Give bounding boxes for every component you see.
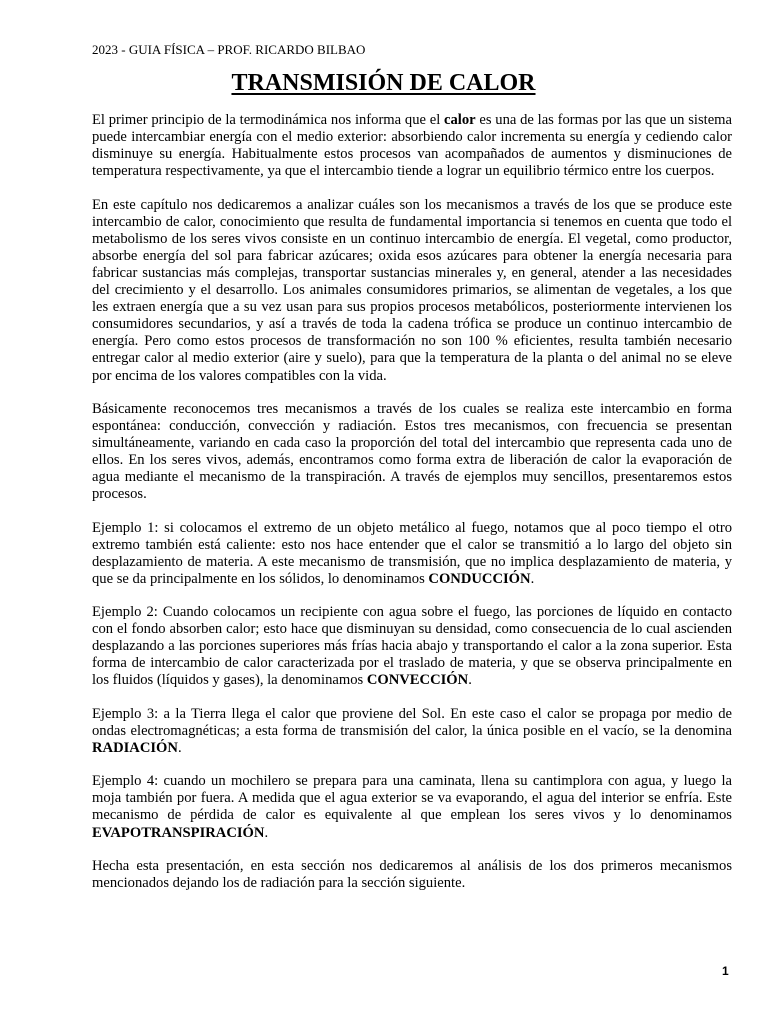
- title-text: TRANSMISIÓN DE CALOR: [231, 70, 536, 96]
- paragraph-text: Ejemplo 1: si colocamos el extremo de un objeto metálico al fuego, notamos que al poco tiempo el otro extremo también está caliente: esto nos hace entender que el calor se transmitió a lo largo del objeto sin desplazamiento de materia. A este mecanismo de transmisión, que no implica desplazamiento de materia, y que se da principalmente en los sólidos, lo denominamos: [92, 519, 732, 587]
- paragraph-metabolism: En este capítulo nos dedicaremos a analizar cuáles son los mecanismos a través de los que se produce este intercambio de calor, conocimiento que resulta de fundamental importancia si tenemos en cuenta que todo el metabolismo de los seres vivos consiste en un continuo intercambio de energía. El vegetal, como productor, absorbe energía del sol para fabricar azúcares; oxida esos azúcares para obtener la energía necesaria para fabricar sustancias más complejas, transportar sustancias minerales y, en general, atender a las necesidades del crecimiento y el desarrollo. Los animales consumidores primarios, se alimentan de vegetales, a los que les extraen energía que a su vez usan para sus propios procesos metabólicos, posteriormente intervienen los consumidores secundarios, y así a través de toda la cadena trófica se produce un continuo intercambio de energía. Pero como estos procesos de transformación no son 100 % eficientes, resulta también necesario entregar calor al medio exterior (aire y suelo), para que la temperatura de la planta o del animal no se eleve por encima de los valores compatibles con la vida.: [92, 196, 732, 384]
- page-number: 1: [722, 964, 729, 978]
- paragraph-example-3: [92, 706, 732, 757]
- paragraph-intro: [92, 112, 732, 180]
- running-header: 2023 - GUIA FÍSICA – PROF. RICARDO BILBAO: [92, 42, 366, 57]
- keyword-radiacion: RADIACIÓN: [92, 739, 178, 756]
- page-title: [57, 68, 768, 98]
- paragraph-example-1: [92, 520, 732, 588]
- paragraph-text: Ejemplo 4: cuando un mochilero se prepara para una caminata, llena su cantimplora con agua, y luego la moja también por fuera. A medida que el agua exterior se va evaporando, el agua del interior se enfría. Este mecanismo de pérdida de calor es equivalente al que emplean los seres vivos y lo denominamos: [92, 773, 732, 824]
- paragraph-text: Ejemplo 2: Cuando colocamos un recipiente con agua sobre el fuego, las porciones de líquido en contacto con el fondo absorben calor; esto hace que disminuyan su densidad, como consecuencia de lo cual ascienden desplazando a las porciones superiores más frías hacia abajo y transportando el calor a la zona superior. Esta forma de intercambio de calor caracterizada por el traslado de materia, y que se observa principalmente en los fluidos (líquidos y gases), la denominamos: [92, 604, 732, 689]
- paragraph-closing: Hecha esta presentación, en esta sección nos dedicaremos al análisis de los dos primeros mecanismos mencionados dejando los de radiación para la sección siguiente.: [92, 857, 732, 891]
- keyword-conduccion: CONDUCCIÓN: [428, 570, 531, 587]
- paragraph-text: El primer principio de la termodinámica nos informa que el: [92, 112, 445, 128]
- paragraph-mechanisms: Básicamente reconocemos tres mecanismos a través de los cuales se realiza este intercambio en forma espontánea: conducción, convección y radiación. Estos tres mecanismos, con frecuencia se presentan simultáneamente, variando en cada caso la proporción del total del intercambio que representa cada uno de ellos. En los seres vivos, además, encontramos como forma extra de liberación de calor la evaporación de agua mediante el mecanismo de la transpiración. A través de ejemplos muy sencillos, presentaremos estos procesos.: [92, 400, 732, 503]
- paragraph-text: es una de las formas por las que un sistema puede intercambiar energía con el medio exterior: absorbiendo calor incrementa su energía y cediendo calor disminuye su energía. Habitualmente estos procesos van acompañados de aumentos y disminuciones de temperatura respectivamente, ya que el intercambio tiende a lograr un equilibrio térmico entre los cuerpos.: [92, 112, 733, 180]
- keyword-conveccion: CONVECCIÓN: [366, 672, 469, 689]
- paragraph-text: .: [177, 739, 182, 756]
- keyword-calor: calor: [444, 112, 476, 128]
- keyword-evapotranspiracion: EVAPOTRANSPIRACIÓN: [92, 824, 265, 841]
- paragraph-example-2: [92, 604, 732, 689]
- paragraph-text: .: [530, 570, 535, 587]
- document-body: [92, 112, 732, 908]
- paragraph-text: .: [264, 824, 269, 841]
- paragraph-text: Ejemplo 3: a la Tierra llega el calor que proviene del Sol. En este caso el calor se propaga por medio de ondas electromagnéticas; a esta forma de transmisión del calor, la única posible en el vacío, se la denomina: [92, 705, 732, 739]
- paragraph-example-4: [92, 773, 732, 841]
- paragraph-text: .: [468, 672, 472, 689]
